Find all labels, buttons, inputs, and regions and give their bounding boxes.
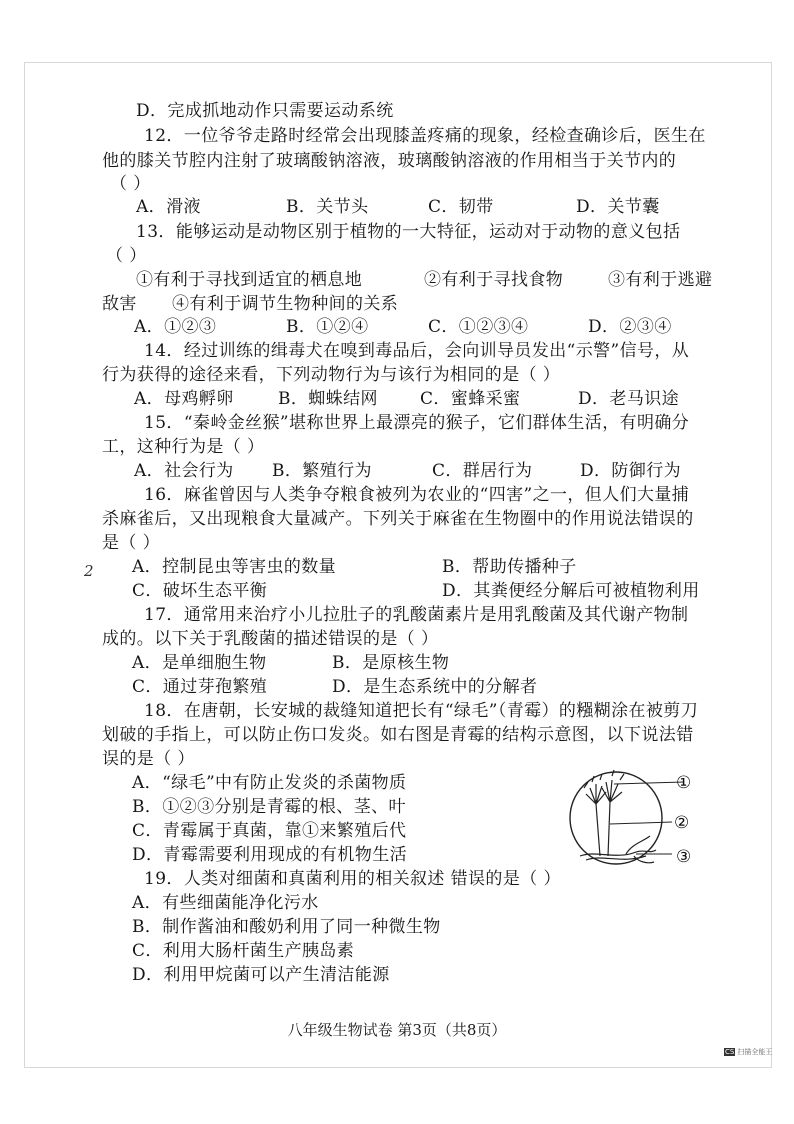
page-footer: 八年级生物试卷 第3页（共8页）	[287, 1021, 507, 1039]
text-line-20-option-1: D．其粪便经分解后可被植物利用	[442, 581, 700, 601]
text-line-21: 17．通常用来治疗小儿拉肚子的乳酸菌素片是用乳酸菌及其代谢产物制	[144, 605, 689, 625]
text-line-26: 划破的手指上，可以防止伤口发炎。如右图是青霉的结构示意图，以下说法错	[102, 725, 694, 745]
text-line-30: C．青霉属于真菌，靠①来繁殖后代	[132, 821, 407, 841]
text-line-13: 15．“秦岭金丝猴”堪称世界上最漂亮的猴子，它们群体生活，有明确分	[144, 413, 690, 433]
text-line-24-option-0: C．通过芽孢繁殖	[132, 677, 268, 697]
text-line-23-option-1: B．是原核生物	[332, 653, 450, 673]
text-line-12-option-3: D．老马识途	[578, 389, 680, 409]
text-line-24-option-1: D．是生态系统中的分解者	[332, 677, 538, 697]
text-line-25: 18．在唐朝，长安城的裁缝知道把长有“绿毛”（青霉）的糨糊涂在被剪刀	[144, 701, 699, 721]
text-line-22: 成的。以下关于乳酸菌的描述错误的是（ ）	[102, 629, 439, 649]
text-line-9-option-1: B．①②④	[286, 317, 369, 337]
text-line-6: （ ）	[106, 246, 147, 266]
text-line-4-option-3: D．关节囊	[576, 197, 660, 217]
scanner-logo-text: 扫描全能王	[737, 1048, 773, 1056]
text-line-16: 16．麻雀曾因与人类争夺粮食被列为农业的“四害”之一，但人们大量捕	[144, 485, 690, 505]
text-line-15-option-1: B．繁殖行为	[272, 461, 372, 481]
text-line-27: 误的是（ ）	[102, 749, 195, 769]
text-line-3: （ ）	[110, 174, 151, 194]
figure-label-3: ③	[676, 847, 692, 867]
text-line-19-option-0: A．控制昆虫等害虫的数量	[132, 557, 337, 577]
text-line-12-option-2: C．蜜蜂采蜜	[420, 389, 521, 409]
text-line-5: 13．能够运动是动物区别于植物的一大特征，运动对于动物的意义包括	[136, 222, 681, 242]
text-line-7-option-0: ①有利于寻找到适宜的栖息地	[136, 270, 363, 290]
text-line-19-option-1: B．帮助传播种子	[442, 557, 577, 577]
figure-label-2: ②	[674, 813, 690, 833]
text-line-15-option-0: A．社会行为	[134, 461, 234, 481]
text-line-8-option-1: ④有利于调节生物种间的关系	[172, 294, 399, 314]
text-line-28: A．“绿毛”中有防止发炎的杀菌物质	[132, 773, 407, 793]
text-line-4-option-0: A．滑液	[136, 197, 201, 217]
text-line-34: B．制作酱油和酸奶利用了同一种微生物	[132, 917, 441, 937]
text-line-9-option-0: A．①②③	[134, 317, 217, 337]
text-line-33: A．有些细菌能净化污水	[132, 893, 319, 913]
text-line-35: C．利用大肠杆菌生产胰岛素	[132, 941, 355, 961]
text-line-7-option-2: ③有利于逃避	[608, 270, 713, 290]
text-line-0: D．完成抓地动作只需要运动系统	[136, 101, 394, 121]
text-line-9-option-3: D．②③④	[588, 317, 672, 337]
margin-handwritten-mark: 2	[84, 562, 94, 580]
text-line-36: D．利用甲烷菌可以产生清洁能源	[132, 965, 390, 985]
text-line-4-option-2: C．韧带	[428, 197, 494, 217]
text-line-31: D．青霉需要利用现成的有机物生活	[132, 845, 408, 865]
text-line-23-option-0: A．是单细胞生物	[132, 653, 267, 673]
text-line-2: 他的膝关节腔内注射了玻璃酸钠溶液，玻璃酸钠溶液的作用相当于关节内的	[102, 151, 677, 171]
text-line-17: 杀麻雀后，又出现粮食大量减产。下列关于麻雀在生物圈中的作用说法错误的	[102, 509, 694, 529]
penicillium-structure-diagram	[566, 764, 706, 872]
text-line-11: 行为获得的途径来看，下列动物行为与该行为相同的是（ ）	[102, 365, 561, 385]
text-line-12-option-1: B．蜘蛛结网	[278, 389, 378, 409]
figure-label-1: ①	[676, 773, 692, 793]
text-line-7-option-1: ②有利于寻找食物	[424, 270, 564, 290]
text-line-15-option-3: D．防御行为	[580, 461, 682, 481]
text-line-1: 12．一位爷爷走路时经常会出现膝盖疼痛的现象，经检查确诊后，医生在	[144, 126, 706, 146]
text-line-20-option-0: C．破坏生态平衡	[132, 581, 268, 601]
text-line-8-option-0: 敌害	[102, 294, 137, 314]
text-line-14: 工，这种行为是（ ）	[102, 437, 265, 457]
text-line-9-option-2: C．①②③④	[428, 317, 529, 337]
text-line-32: 19．人类对细菌和真菌利用的相关叙述 错误的是（ ）	[144, 869, 561, 889]
scanner-logo: CS 扫描全能王	[725, 1048, 773, 1056]
text-line-10: 14．经过训练的缉毒犬在嗅到毒品后，会向训导员发出“示警”信号，从	[144, 341, 690, 361]
text-line-18: 是（ ）	[102, 533, 161, 553]
text-line-29: B．①②③分别是青霉的根、茎、叶	[132, 797, 406, 817]
text-line-4-option-1: B．关节头	[286, 197, 369, 217]
text-line-15-option-2: C．群居行为	[432, 461, 533, 481]
text-line-12-option-0: A．母鸡孵卵	[134, 389, 234, 409]
